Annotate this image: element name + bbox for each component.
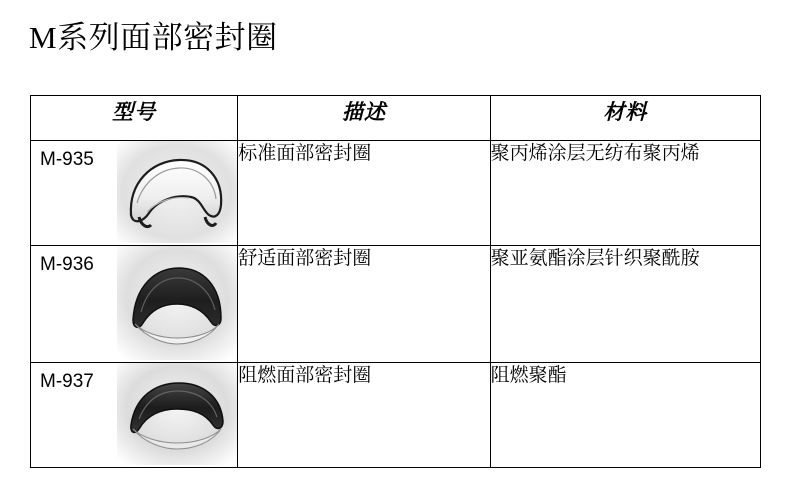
face-seal-comfort-image	[117, 246, 237, 362]
model-number-label: M-935	[40, 149, 94, 170]
face-seal-flame-retardant-image	[117, 363, 237, 467]
face-seal-spec-table	[30, 95, 761, 468]
column-header-model: 型号	[31, 96, 238, 141]
description-cell: 标准面部密封圈	[238, 141, 490, 246]
table-header-row	[31, 96, 761, 141]
model-number-label: M-936	[40, 254, 94, 275]
model-cell	[31, 363, 238, 468]
column-header-description: 描述	[238, 96, 490, 141]
model-cell	[31, 246, 238, 363]
model-cell	[31, 141, 238, 246]
table-row	[31, 246, 761, 363]
material-cell: 阻燃聚酯	[490, 363, 760, 468]
material-cell: 聚丙烯涂层无纺布聚丙烯	[490, 141, 760, 246]
page-title: M系列面部密封圈	[29, 20, 278, 55]
face-seal-standard-image	[117, 141, 237, 245]
model-number-label: M-937	[40, 371, 94, 392]
table-row	[31, 141, 761, 246]
description-cell: 舒适面部密封圈	[238, 246, 490, 363]
material-cell: 聚亚氨酯涂层针织聚酰胺	[490, 246, 760, 363]
description-cell: 阻燃面部密封圈	[238, 363, 490, 468]
column-header-material: 材料	[490, 96, 760, 141]
table-row	[31, 363, 761, 468]
